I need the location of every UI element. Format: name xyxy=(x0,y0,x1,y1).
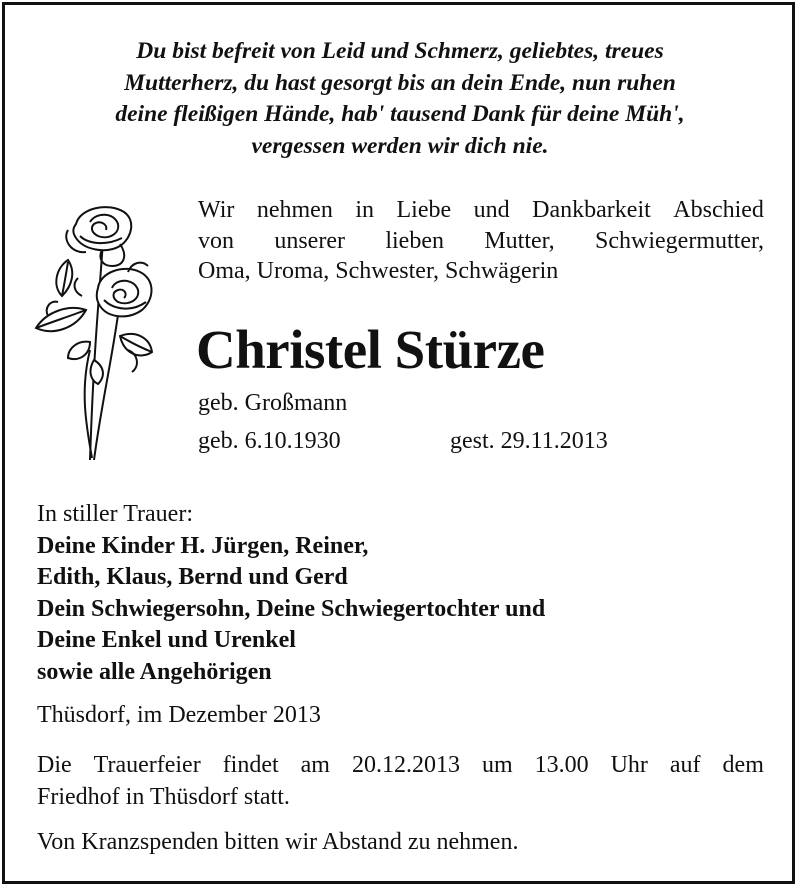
service-line: Die Trauerfeier findet am 20.12.2013 um 13.00 Uhr auf dem xyxy=(37,752,764,778)
maiden-name: geb. Großmann xyxy=(198,390,348,416)
death-date: gest. 29.11.2013 xyxy=(450,428,608,454)
mourner-line: Deine Kinder H. Jürgen, Reiner, xyxy=(37,532,369,559)
farewell-intro xyxy=(198,195,764,287)
mourner-line: Edith, Klaus, Bernd und Gerd xyxy=(37,564,348,590)
poem-line: vergessen werden wir dich nie. xyxy=(251,132,549,159)
place-date: Thüsdorf, im Dezember 2013 xyxy=(37,702,321,728)
mourner-line: sowie alle Angehörigen xyxy=(37,658,272,685)
rose-icon xyxy=(28,200,163,460)
mourners-list xyxy=(37,499,545,688)
service-line: Friedhof in Thüsdorf statt. xyxy=(37,783,290,810)
birth-date: geb. 6.10.1930 xyxy=(198,428,341,454)
mourners-heading: In stiller Trauer: xyxy=(37,501,193,527)
intro-line: Wir nehmen in Liebe und Dankbarkeit Abschied xyxy=(198,197,764,223)
poem-line: deine fleißigen Hände, hab' tausend Dank für deine Müh', xyxy=(115,101,685,127)
memorial-poem xyxy=(40,36,760,162)
wreath-note: Von Kranzspenden bitten wir Abstand zu nehmen. xyxy=(37,829,519,855)
deceased-name: Christel Stürze xyxy=(196,319,545,380)
mourner-line: Dein Schwiegersohn, Deine Schwiegertochter und xyxy=(37,595,546,622)
poem-line: Du bist befreit von Leid und Schmerz, geliebtes, treues xyxy=(136,38,664,64)
funeral-service-info xyxy=(37,750,764,813)
intro-line: Oma, Uroma, Schwester, Schwägerin xyxy=(198,258,559,284)
mourner-line: Deine Enkel und Urenkel xyxy=(37,627,296,653)
intro-line: von unserer lieben Mutter, Schwiegermutter, xyxy=(198,227,764,254)
poem-line: Mutterherz, du hast gesorgt bis an dein Ende, nun ruhen xyxy=(124,69,676,96)
life-dates xyxy=(198,428,608,455)
